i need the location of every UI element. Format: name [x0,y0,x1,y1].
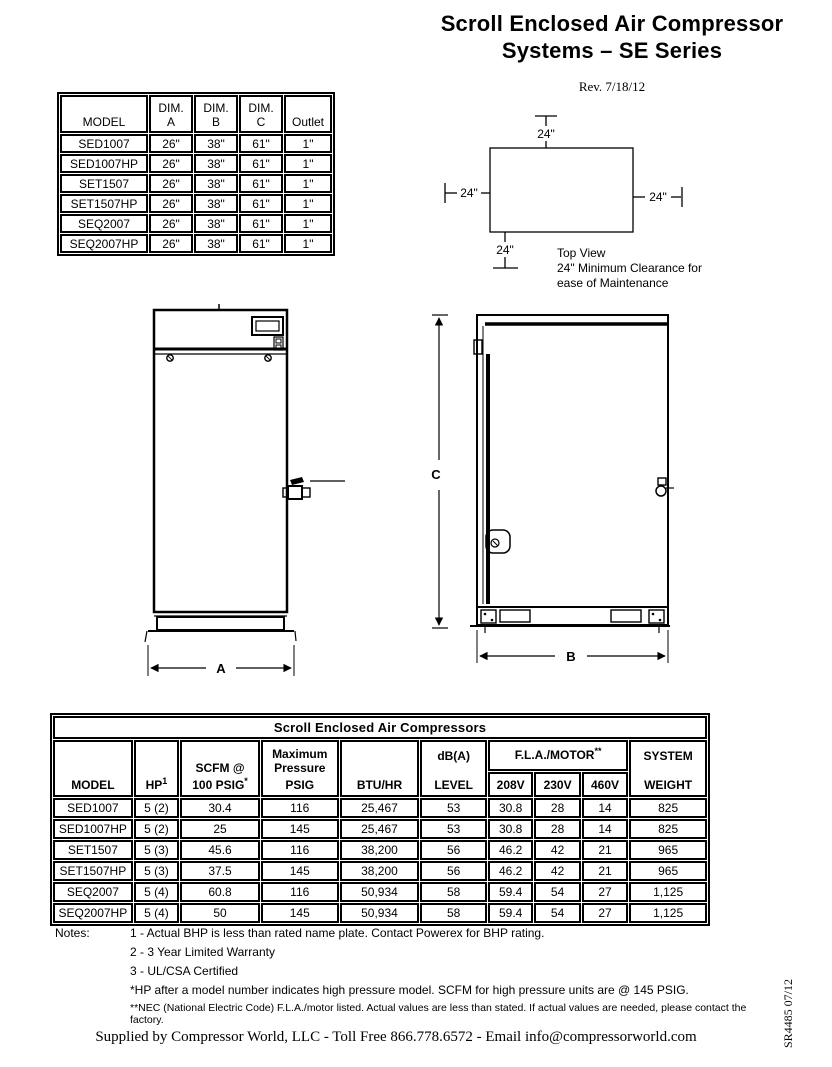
fla-footnote-marker: ** [594,746,602,756]
cell-dim-b: 38" [194,194,238,213]
table-row [60,234,332,253]
cell-outlet: 1" [284,154,332,173]
cell-model: SED1007HP [53,819,133,839]
col-header-pressure [261,740,339,797]
cell-fla-230: 42 [534,840,580,860]
cell-model: SEQ2007 [60,214,148,233]
cell-outlet: 1" [284,234,332,253]
cell-model: SET1507 [53,840,133,860]
table-row [60,154,332,173]
note-item: 1 - Actual BHP is less than rated name plate. Contact Powerex for BHP rating. [130,926,545,940]
cell-dim-b: 38" [194,134,238,153]
cell-pressure: 116 [261,882,339,902]
table-row [60,214,332,233]
cell-dim-a: 26" [149,194,193,213]
scfm-line2 [183,778,257,792]
cell-dim-a: 26" [149,214,193,233]
spec-table [50,713,710,926]
scfm-text: 100 PSIG [192,778,245,792]
cell-btu: 50,934 [340,903,420,923]
cell-model: SEQ2007 [53,882,133,902]
notes-label: Notes: [55,926,90,940]
cell-weight: 965 [629,861,707,881]
cell-dim-a: 26" [149,134,193,153]
cell-dba: 58 [420,882,487,902]
cell-pressure: 145 [261,861,339,881]
control-display [252,317,283,335]
cell-dim-c: 61" [239,234,283,253]
cell-model: SET1507HP [60,194,148,213]
cell-scfm: 25 [180,819,260,839]
front-view-drawing [140,300,355,685]
cell-pressure: 116 [261,798,339,818]
note-item: *HP after a model number indicates high pressure model. SCFM for high pressure units are @ 145 PSIG. [130,983,689,997]
fla-text: F.L.A./MOTOR [514,748,595,762]
cell-pressure: 145 [261,903,339,923]
top-view-caption-3: ease of Maintenance [557,276,669,290]
cell-model: SET1507HP [53,861,133,881]
dim-letter: C [256,115,266,129]
top-view-caption-1: Top View [557,246,606,260]
clearance-left-label: 24" [460,186,478,200]
cell-outlet: 1" [284,134,332,153]
cell-btu: 25,467 [340,819,420,839]
cell-scfm: 50 [180,903,260,923]
cell-model: SED1007HP [60,154,148,173]
cell-model: SEQ2007HP [53,903,133,923]
cell-dim-c: 61" [239,174,283,193]
dim-a-label: A [216,661,226,676]
weight-line2: WEIGHT [644,778,693,792]
notes-list [55,922,775,998]
col-header-dim-b [194,95,238,133]
col-header-dba [420,740,487,797]
pressure-line2: Pressure [274,761,326,775]
cell-dim-b: 38" [194,154,238,173]
table-row [53,882,707,902]
cell-fla-230: 42 [534,861,580,881]
col-header-dim-a [149,95,193,133]
col-header-460v: 460V [582,772,628,797]
cell-hp: 5 (2) [134,798,179,818]
cell-pressure: 145 [261,819,339,839]
cell-hp: 5 (4) [134,903,179,923]
dim-c-label: C [431,467,441,482]
col-header-scfm [180,740,260,797]
cell-fla-460: 14 [582,819,628,839]
cell-fla-208: 30.8 [488,798,533,818]
table-row [53,819,707,839]
scfm-line1: SCFM @ [195,761,245,775]
page-title-line1: Scroll Enclosed Air Compressor [440,11,784,36]
cell-model: SEQ2007HP [60,234,148,253]
dim-b-label: B [566,649,576,664]
col-header-model: MODEL [53,740,133,797]
col-header-model: MODEL [60,95,148,133]
cell-fla-208: 59.4 [488,882,533,902]
cell-dim-a: 26" [149,174,193,193]
col-header-208v: 208V [488,772,533,797]
cell-weight: 825 [629,798,707,818]
cell-dim-b: 38" [194,174,238,193]
page-title [412,10,812,64]
cell-scfm: 60.8 [180,882,260,902]
cell-btu: 25,467 [340,798,420,818]
cell-weight: 965 [629,840,707,860]
side-view-drawing [415,300,695,675]
dim-label: DIM. [203,101,229,115]
side-valve [656,486,666,496]
cell-pressure: 116 [261,840,339,860]
cell-scfm: 30.4 [180,798,260,818]
spec-table-title: Scroll Enclosed Air Compressors [53,716,707,739]
cell-btu: 38,200 [340,861,420,881]
col-header-fla [488,740,628,771]
note-fine-print: **NEC (National Electric Code) F.L.A./motor listed. Actual values are less than stated. If actual values are needed, please contact the factory. [130,1002,747,1026]
cell-fla-208: 59.4 [488,903,533,923]
col-header-hp [134,740,179,797]
cabinet-outline-side [477,315,668,607]
hp-text: HP [145,778,163,792]
cell-dba: 58 [420,903,487,923]
cell-dim-a: 26" [149,154,193,173]
supplier-footer: Supplied by Compressor World, LLC - Toll Free 866.778.6572 - Email info@compressorworld.com [95,1029,697,1045]
cell-dim-b: 38" [194,214,238,233]
spec-table-body [53,798,707,923]
cell-fla-208: 46.2 [488,861,533,881]
cell-dim-b: 38" [194,234,238,253]
pressure-line3: PSIG [285,778,315,792]
col-header-230v: 230V [534,772,580,797]
cell-outlet: 1" [284,174,332,193]
notes-section [55,922,775,1026]
scfm-footnote-marker: * [244,776,248,786]
cell-model: SED1007 [60,134,148,153]
dba-line1: dB(A) [437,749,470,763]
spec-table-title-row [53,716,707,739]
top-view-outline [490,148,633,232]
pressure-line1: Maximum [272,747,328,761]
cell-fla-230: 28 [534,798,580,818]
clearance-right-label: 24" [649,190,667,204]
outlet-valve [288,486,302,499]
cell-model: SET1507 [60,174,148,193]
clearance-top-label: 24" [537,127,555,141]
hp-footnote-marker: 1 [162,776,168,786]
cell-hp: 5 (4) [134,882,179,902]
cell-weight: 1,125 [629,903,707,923]
cell-weight: 825 [629,819,707,839]
weight-line1: SYSTEM [643,749,693,763]
cell-fla-460: 21 [582,840,628,860]
cell-dim-c: 61" [239,154,283,173]
note-item: 3 - UL/CSA Certified [130,964,239,978]
cell-fla-460: 27 [582,882,628,902]
cell-outlet: 1" [284,214,332,233]
dba-line2: LEVEL [434,778,473,792]
cell-dim-c: 61" [239,214,283,233]
dimension-table [57,92,335,256]
table-row [53,861,707,881]
cell-outlet: 1" [284,194,332,213]
page-title-line2: Systems – SE Series [501,38,723,63]
revision-date: Rev. 7/18/12 [578,79,646,94]
dim-letter: B [211,115,220,129]
cell-fla-230: 54 [534,903,580,923]
valve-handle [290,477,304,485]
dimension-table-header [60,95,332,133]
col-header-weight [629,740,707,797]
spec-table-header-row-1 [53,740,707,771]
dim-label: DIM. [248,101,274,115]
cell-scfm: 45.6 [180,840,260,860]
cell-fla-230: 28 [534,819,580,839]
cell-dba: 53 [420,819,487,839]
cell-btu: 50,934 [340,882,420,902]
dim-label: DIM. [158,101,184,115]
cell-hp: 5 (2) [134,819,179,839]
base-skid [157,617,284,630]
table-row [53,903,707,923]
cell-model: SED1007 [53,798,133,818]
clearance-bottom-label: 24" [496,243,514,257]
note-item: 2 - 3 Year Limited Warranty [130,945,275,959]
cell-fla-460: 21 [582,861,628,881]
top-view-caption-2: 24" Minimum Clearance for [557,261,702,275]
cell-dim-c: 61" [239,134,283,153]
cell-fla-230: 54 [534,882,580,902]
top-view-diagram [430,105,730,295]
col-header-btu: BTU/HR [340,740,420,797]
cell-dba: 53 [420,798,487,818]
cell-dim-a: 26" [149,234,193,253]
table-row [60,174,332,193]
cell-scfm: 37.5 [180,861,260,881]
table-row [60,194,332,213]
col-header-outlet: Outlet [284,95,332,133]
dimension-table-body [60,134,332,253]
table-row [53,798,707,818]
cell-fla-208: 30.8 [488,819,533,839]
cell-dba: 56 [420,861,487,881]
cell-fla-460: 27 [582,903,628,923]
table-row [53,840,707,860]
cell-fla-208: 46.2 [488,840,533,860]
cell-weight: 1,125 [629,882,707,902]
cell-btu: 38,200 [340,840,420,860]
cell-fla-460: 14 [582,798,628,818]
cell-hp: 5 (3) [134,840,179,860]
cell-hp: 5 (3) [134,861,179,881]
col-header-dim-c [239,95,283,133]
table-row [60,134,332,153]
cell-dim-c: 61" [239,194,283,213]
dim-letter: A [166,115,175,129]
document-code: SR4485 07/12 [781,978,795,1048]
cell-dba: 56 [420,840,487,860]
